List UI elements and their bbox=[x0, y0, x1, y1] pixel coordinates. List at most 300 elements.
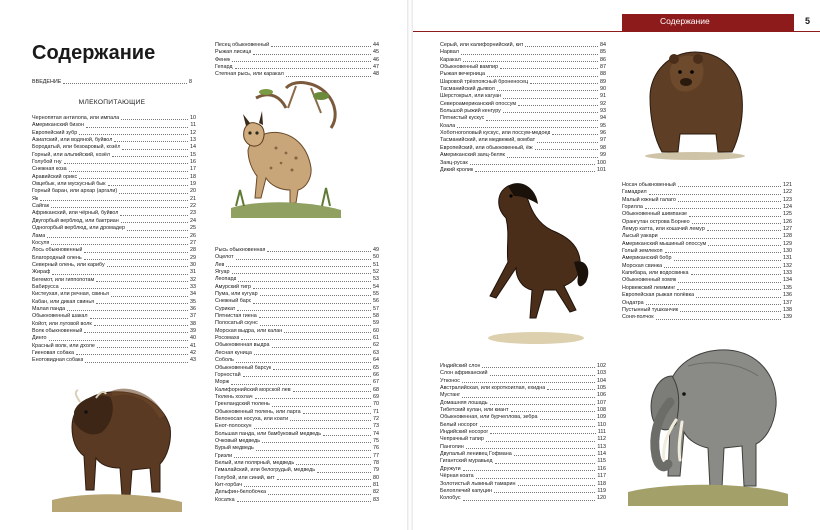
toc-entry[interactable] bbox=[215, 306, 379, 313]
dot-leader bbox=[678, 282, 781, 283]
toc-entry[interactable] bbox=[215, 453, 379, 460]
toc-entry[interactable] bbox=[440, 57, 606, 64]
toc-entry-page: 26 bbox=[190, 232, 196, 239]
toc-entry-page: 115 bbox=[597, 458, 606, 465]
dot-leader bbox=[486, 120, 598, 121]
toc-entry[interactable] bbox=[32, 166, 196, 173]
dot-leader bbox=[114, 141, 188, 142]
toc-entry-page: 28 bbox=[190, 247, 196, 254]
toc-entry[interactable] bbox=[440, 481, 606, 488]
toc-entry-page: 60 bbox=[373, 327, 379, 334]
toc-entry-page: 61 bbox=[373, 335, 379, 342]
toc-entry[interactable] bbox=[32, 159, 196, 166]
toc-entry-title: Австралийская, или короткоиглая, ехидна bbox=[440, 385, 546, 392]
toc-entry-title: Оцелот bbox=[215, 254, 234, 261]
dot-leader bbox=[514, 455, 596, 456]
toc-entry-intro[interactable] bbox=[32, 79, 192, 86]
toc-entry-title: Гренландский тюлень bbox=[215, 401, 270, 408]
toc-entry-page: 111 bbox=[597, 429, 606, 436]
toc-entry-page: 12 bbox=[190, 129, 196, 136]
toc-entry[interactable] bbox=[215, 57, 379, 64]
toc-entry-page: 16 bbox=[190, 159, 196, 166]
toc-entry-title: Енот-полоскун bbox=[215, 423, 252, 430]
toc-entry-title: Горилла bbox=[622, 204, 643, 211]
toc-entry-page: 113 bbox=[597, 443, 606, 450]
toc-entry-title: Шаровой трёхпоясный броненосец bbox=[440, 78, 529, 85]
toc-entry-page: 96 bbox=[600, 130, 606, 137]
toc-entry[interactable] bbox=[32, 321, 196, 328]
toc-entry-page: 79 bbox=[373, 467, 379, 474]
dot-leader bbox=[286, 76, 371, 77]
toc-entry[interactable] bbox=[622, 233, 792, 240]
dot-leader bbox=[121, 222, 188, 223]
dot-leader bbox=[490, 433, 596, 434]
toc-entry[interactable] bbox=[440, 101, 606, 108]
toc-entry[interactable] bbox=[440, 71, 606, 78]
toc-entry-title: Морж bbox=[215, 379, 230, 386]
toc-entry-page: 38 bbox=[190, 320, 196, 327]
dot-leader bbox=[94, 325, 188, 326]
dot-leader bbox=[85, 362, 188, 363]
toc-column-3-bottom bbox=[440, 363, 606, 503]
toc-entry[interactable] bbox=[440, 93, 606, 100]
toc-entry[interactable] bbox=[440, 363, 606, 370]
toc-entry[interactable] bbox=[215, 357, 379, 364]
toc-entry[interactable] bbox=[215, 372, 379, 379]
toc-entry[interactable] bbox=[32, 144, 196, 151]
toc-entry-title: Ягуар bbox=[215, 269, 230, 276]
dot-leader bbox=[552, 134, 598, 135]
toc-entry[interactable] bbox=[215, 335, 379, 342]
toc-entry-title: Серый, или калифорнийский, кит bbox=[440, 42, 524, 48]
toc-entry-page: 76 bbox=[373, 445, 379, 452]
toc-entry-page: 124 bbox=[783, 204, 792, 211]
toc-entry-title: Бабирусса bbox=[32, 283, 59, 290]
toc-entry[interactable] bbox=[32, 335, 196, 342]
toc-entry-title: Утконос bbox=[440, 377, 460, 384]
toc-entry-title: Очковый медведь bbox=[215, 437, 261, 444]
dot-leader bbox=[497, 90, 598, 91]
toc-entry[interactable] bbox=[622, 255, 792, 262]
toc-entry-title: Одногорбый верблюд, или дромадер bbox=[32, 225, 126, 232]
toc-entry[interactable] bbox=[32, 299, 196, 306]
toc-entry[interactable] bbox=[622, 270, 792, 277]
toc-entry[interactable] bbox=[215, 475, 379, 482]
toc-entry-page: 101 bbox=[597, 166, 606, 173]
dot-leader bbox=[480, 426, 596, 427]
toc-entry-title: Шерстокрыл, или кагуан bbox=[440, 93, 502, 100]
toc-entry[interactable] bbox=[622, 285, 792, 292]
toc-entry-title: Соболь bbox=[215, 357, 234, 364]
dot-leader bbox=[236, 362, 371, 363]
toc-entry[interactable] bbox=[622, 292, 792, 299]
dot-leader bbox=[540, 419, 595, 420]
toc-entry[interactable] bbox=[215, 423, 379, 430]
dot-leader bbox=[674, 260, 781, 261]
toc-entry[interactable] bbox=[32, 262, 196, 269]
toc-entry-page: 24 bbox=[190, 217, 196, 224]
dot-leader bbox=[284, 332, 371, 333]
toc-entry-title: Тасманийский, или медвежий, вомбат bbox=[440, 137, 536, 144]
toc-entry-page: 48 bbox=[373, 71, 379, 78]
toc-entry-title: Тюлень хохлач bbox=[215, 393, 253, 400]
toc-entry[interactable] bbox=[215, 276, 379, 283]
toc-entry-title: Североамериканский опоссум bbox=[440, 100, 517, 107]
toc-entry-page: 131 bbox=[783, 255, 792, 262]
dot-leader bbox=[79, 134, 188, 135]
toc-entry[interactable] bbox=[440, 49, 606, 56]
toc-entry[interactable] bbox=[215, 409, 379, 416]
dot-leader bbox=[112, 156, 188, 157]
dot-leader bbox=[303, 413, 371, 414]
dot-leader bbox=[232, 61, 371, 62]
toc-entry[interactable] bbox=[215, 254, 379, 261]
toc-entry-page: 35 bbox=[190, 298, 196, 305]
toc-entry[interactable] bbox=[215, 298, 379, 305]
dot-leader bbox=[90, 318, 188, 319]
toc-entry-page: 75 bbox=[373, 437, 379, 444]
toc-entry[interactable] bbox=[32, 328, 196, 335]
toc-entry-title: Двугорбый верблюд, или бактриан bbox=[32, 217, 119, 224]
toc-entry[interactable] bbox=[440, 422, 606, 429]
dot-leader bbox=[689, 216, 781, 217]
toc-entry-title: Дельфин-белобочка bbox=[215, 489, 266, 496]
toc-entry[interactable] bbox=[440, 130, 606, 137]
toc-entry[interactable] bbox=[32, 122, 196, 129]
toc-entry-title: Амурский тигр bbox=[215, 283, 252, 290]
toc-entry[interactable] bbox=[440, 414, 606, 421]
toc-entry[interactable] bbox=[215, 313, 379, 320]
toc-entry-title: Норвежский лемминг bbox=[622, 284, 676, 291]
dot-leader bbox=[463, 470, 596, 471]
toc-entry[interactable] bbox=[215, 49, 379, 56]
toc-entry[interactable] bbox=[440, 145, 606, 152]
toc-entry[interactable] bbox=[440, 451, 606, 458]
toc-entry-page: 84 bbox=[600, 42, 606, 48]
dot-leader bbox=[111, 296, 188, 297]
dot-leader bbox=[272, 406, 371, 407]
dot-leader bbox=[535, 149, 598, 150]
dot-leader bbox=[680, 311, 781, 312]
toc-entry[interactable] bbox=[32, 233, 196, 240]
dot-leader bbox=[462, 382, 595, 383]
toc-entry-title: Кит-горбач bbox=[215, 482, 242, 488]
toc-entry[interactable] bbox=[215, 365, 379, 372]
toc-entry[interactable] bbox=[622, 307, 792, 314]
toc-entry[interactable] bbox=[32, 357, 196, 364]
dot-leader bbox=[463, 61, 598, 62]
toc-entry-title: Кабан, или дикая свинья bbox=[32, 298, 95, 305]
dot-leader bbox=[237, 310, 371, 311]
toc-entry[interactable] bbox=[32, 115, 196, 122]
toc-entry[interactable] bbox=[622, 241, 792, 248]
dot-leader bbox=[490, 375, 595, 376]
toc-entry[interactable] bbox=[440, 458, 606, 465]
dot-leader bbox=[649, 194, 781, 195]
toc-entry-page: 122 bbox=[783, 189, 792, 196]
dot-leader bbox=[52, 274, 188, 275]
dot-leader bbox=[232, 273, 372, 274]
toc-entry[interactable] bbox=[32, 181, 196, 188]
toc-entry[interactable] bbox=[32, 225, 196, 232]
toc-entry[interactable] bbox=[215, 379, 379, 386]
toc-entry[interactable] bbox=[440, 86, 606, 93]
toc-entry[interactable] bbox=[440, 167, 606, 174]
toc-entry-page: 17 bbox=[190, 166, 196, 173]
toc-entry[interactable] bbox=[440, 495, 606, 502]
toc-entry[interactable] bbox=[32, 210, 196, 217]
toc-entry-page: 86 bbox=[600, 56, 606, 63]
toc-entry-page: 118 bbox=[597, 480, 606, 487]
toc-entry[interactable] bbox=[440, 370, 606, 377]
toc-entry-title: Гризли bbox=[215, 452, 233, 459]
toc-entry-title: Бородатый, или безоаровый, козёл bbox=[32, 144, 121, 151]
dot-leader bbox=[63, 83, 187, 84]
toc-entry[interactable] bbox=[32, 291, 196, 298]
toc-entry[interactable] bbox=[622, 182, 792, 189]
toc-entry[interactable] bbox=[32, 196, 196, 203]
toc-entry[interactable] bbox=[622, 219, 792, 226]
toc-entry[interactable] bbox=[32, 218, 196, 225]
toc-entry[interactable] bbox=[215, 269, 379, 276]
toc-entry[interactable] bbox=[440, 64, 606, 71]
toc-entry[interactable] bbox=[440, 407, 606, 414]
toc-entry[interactable] bbox=[215, 482, 379, 489]
toc-entry-page: 88 bbox=[600, 71, 606, 78]
toc-entry-page: 109 bbox=[597, 414, 606, 421]
toc-entry[interactable] bbox=[622, 277, 792, 284]
toc-entry-page: 74 bbox=[373, 430, 379, 437]
toc-entry[interactable] bbox=[622, 300, 792, 307]
toc-entry[interactable] bbox=[32, 174, 196, 181]
toc-entry-title: Двупалый ленивец Гофмана bbox=[440, 451, 512, 458]
toc-entry[interactable] bbox=[32, 152, 196, 159]
toc-entry-title: Пятнистый кускус bbox=[440, 115, 485, 122]
toc-entry[interactable] bbox=[215, 445, 379, 452]
toc-entry-page: 36 bbox=[190, 305, 196, 312]
toc-entry-page: 105 bbox=[597, 385, 606, 392]
dot-leader bbox=[234, 457, 371, 458]
toc-entry[interactable] bbox=[215, 342, 379, 349]
toc-entry-page: 54 bbox=[373, 283, 379, 290]
toc-entry[interactable] bbox=[622, 211, 792, 218]
toc-entry-page: 50 bbox=[373, 254, 379, 261]
toc-entry[interactable] bbox=[622, 204, 792, 211]
toc-entry[interactable] bbox=[215, 291, 379, 298]
toc-entry[interactable] bbox=[215, 431, 379, 438]
toc-entry[interactable] bbox=[32, 255, 196, 262]
toc-entry-title: Нарвал bbox=[440, 49, 459, 56]
toc-entry-title: Голый землекоп bbox=[622, 248, 663, 255]
toc-entry[interactable] bbox=[32, 203, 196, 210]
toc-entry-title: Хоботноголовый кускус, или поссум-медоед bbox=[440, 130, 551, 137]
toc-entry[interactable] bbox=[215, 284, 379, 291]
toc-entry[interactable] bbox=[440, 115, 606, 122]
dot-leader bbox=[231, 384, 371, 385]
dot-leader bbox=[476, 478, 596, 479]
toc-entry[interactable] bbox=[215, 350, 379, 357]
page-gutter bbox=[407, 0, 413, 530]
toc-entry-page: 123 bbox=[783, 196, 792, 203]
toc-entry[interactable] bbox=[215, 320, 379, 327]
toc-entry-page: 39 bbox=[190, 327, 196, 334]
dot-leader bbox=[235, 68, 372, 69]
toc-entry[interactable] bbox=[440, 429, 606, 436]
toc-entry[interactable] bbox=[32, 350, 196, 357]
toc-entry[interactable] bbox=[215, 401, 379, 408]
toc-entry-title: Лысый уакари bbox=[622, 233, 658, 240]
toc-entry[interactable] bbox=[440, 400, 606, 407]
dot-leader bbox=[260, 295, 371, 296]
toc-entry-page: 11 bbox=[190, 122, 196, 129]
toc-entry[interactable] bbox=[215, 64, 379, 71]
toc-entry[interactable] bbox=[215, 394, 379, 401]
dot-leader bbox=[494, 492, 595, 493]
toc-entry[interactable] bbox=[622, 189, 792, 196]
toc-column-4 bbox=[622, 182, 792, 322]
toc-entry-page: 73 bbox=[373, 423, 379, 430]
toc-entry-page: 58 bbox=[373, 313, 379, 320]
dot-leader bbox=[51, 207, 188, 208]
toc-entry-title: Лесная куница bbox=[215, 349, 252, 356]
toc-entry[interactable] bbox=[440, 137, 606, 144]
toc-entry-title: Горностай bbox=[215, 371, 241, 378]
toc-entry-page: 98 bbox=[600, 144, 606, 151]
toc-entry[interactable] bbox=[215, 460, 379, 467]
toc-entry[interactable] bbox=[440, 444, 606, 451]
toc-entry[interactable] bbox=[440, 385, 606, 392]
toc-entry[interactable] bbox=[215, 328, 379, 335]
dot-leader bbox=[707, 230, 781, 231]
toc-entry-title: Пустынный тушканчик bbox=[622, 306, 679, 313]
toc-entry-page: 83 bbox=[373, 496, 379, 503]
toc-entry-page: 95 bbox=[600, 122, 606, 129]
dot-leader bbox=[253, 288, 371, 289]
toc-entry-title: Пума, или кугуар bbox=[215, 291, 258, 298]
dot-leader bbox=[260, 325, 371, 326]
toc-entry[interactable] bbox=[32, 188, 196, 195]
section-heading: МЛЕКОПИТАЮЩИЕ bbox=[78, 99, 146, 106]
toc-entry[interactable] bbox=[622, 248, 792, 255]
toc-entry[interactable] bbox=[622, 197, 792, 204]
toc-entry-page: 137 bbox=[783, 299, 792, 306]
dot-leader bbox=[692, 223, 781, 224]
toc-entry[interactable] bbox=[440, 392, 606, 399]
toc-entry-page: 91 bbox=[600, 93, 606, 100]
toc-column-2-top bbox=[215, 42, 379, 79]
toc-entry[interactable] bbox=[32, 240, 196, 247]
dot-leader bbox=[254, 354, 371, 355]
dot-leader bbox=[64, 163, 188, 164]
toc-entry-page: 18 bbox=[190, 173, 196, 180]
toc-entry[interactable] bbox=[32, 277, 196, 284]
dot-leader bbox=[40, 200, 188, 201]
toc-entry[interactable] bbox=[622, 263, 792, 270]
toc-entry[interactable] bbox=[32, 137, 196, 144]
dot-leader bbox=[241, 339, 371, 340]
toc-entry-page: 47 bbox=[373, 64, 379, 71]
toc-entry[interactable] bbox=[440, 123, 606, 130]
toc-entry[interactable] bbox=[215, 438, 379, 445]
toc-entry-title: Малая панда bbox=[32, 305, 66, 312]
toc-entry-page: 41 bbox=[190, 342, 196, 349]
toc-entry[interactable] bbox=[215, 247, 379, 254]
toc-entry[interactable] bbox=[215, 416, 379, 423]
toc-entry-page: 126 bbox=[783, 218, 792, 225]
toc-entry-page: 46 bbox=[373, 56, 379, 63]
toc-entry[interactable] bbox=[215, 387, 379, 394]
toc-entry[interactable] bbox=[622, 314, 792, 321]
toc-entry-page: 68 bbox=[373, 386, 379, 393]
toc-entry[interactable] bbox=[440, 378, 606, 385]
toc-entry-title: Калифорнийский морской лев bbox=[215, 386, 291, 393]
toc-entry[interactable] bbox=[622, 226, 792, 233]
toc-entry[interactable] bbox=[32, 130, 196, 137]
toc-entry[interactable] bbox=[440, 152, 606, 159]
toc-entry[interactable] bbox=[215, 42, 379, 49]
toc-entry-title: Слон африканский bbox=[440, 370, 488, 377]
toc-entry[interactable] bbox=[215, 497, 379, 504]
toc-entry-page: 102 bbox=[597, 363, 606, 369]
toc-entry[interactable] bbox=[440, 79, 606, 86]
toc-entry-title: Панголин bbox=[440, 443, 464, 450]
toc-entry-page: 121 bbox=[783, 182, 792, 188]
toc-entry[interactable] bbox=[32, 343, 196, 350]
toc-entry-title: Обыкновенный хомяк bbox=[622, 277, 677, 284]
dot-leader bbox=[495, 463, 596, 464]
dot-leader bbox=[268, 494, 371, 495]
toc-entry-title: Бурый медведь bbox=[215, 445, 254, 452]
toc-entry-page: 117 bbox=[597, 473, 606, 480]
toc-entry[interactable] bbox=[440, 436, 606, 443]
toc-entry-title: Гамадрил bbox=[622, 189, 647, 196]
dot-leader bbox=[271, 46, 371, 47]
toc-entry-title: Американский бизон bbox=[32, 122, 84, 129]
toc-entry[interactable] bbox=[440, 488, 606, 495]
dot-leader bbox=[108, 185, 188, 186]
dot-leader bbox=[503, 98, 598, 99]
toc-entry[interactable] bbox=[440, 466, 606, 473]
toc-entry-page: 14 bbox=[190, 144, 196, 151]
toc-entry[interactable] bbox=[440, 160, 606, 167]
toc-entry[interactable] bbox=[215, 262, 379, 269]
dot-leader bbox=[691, 274, 781, 275]
toc-entry[interactable] bbox=[440, 473, 606, 480]
toc-entry[interactable] bbox=[32, 269, 196, 276]
toc-entry[interactable] bbox=[32, 306, 196, 313]
toc-entry-page: 31 bbox=[190, 269, 196, 276]
toc-entry-page: 10 bbox=[190, 115, 196, 121]
toc-entry-title: Обыкновенная, или бурчеллова, зебра bbox=[440, 414, 538, 421]
dot-leader bbox=[49, 340, 189, 341]
toc-entry-page: 92 bbox=[600, 100, 606, 107]
toc-entry[interactable] bbox=[32, 284, 196, 291]
toc-entry[interactable] bbox=[32, 247, 196, 254]
toc-entry-page: 114 bbox=[597, 451, 606, 458]
toc-entry[interactable] bbox=[32, 313, 196, 320]
toc-entry[interactable] bbox=[215, 467, 379, 474]
toc-entry-title: Рыжая лисица bbox=[215, 49, 252, 56]
toc-entry[interactable] bbox=[440, 108, 606, 115]
toc-entry[interactable] bbox=[440, 42, 606, 49]
toc-entry-title: Гималайский, или белогрудый, медведь bbox=[215, 467, 316, 474]
toc-entry-title: Леопард bbox=[215, 276, 237, 283]
dot-leader bbox=[253, 54, 371, 55]
toc-entry-page: 139 bbox=[783, 314, 792, 321]
toc-entry-title: Обыкновенный шимпанзе bbox=[622, 211, 687, 218]
toc-entry-title: Рыжая вечерница bbox=[440, 71, 485, 78]
toc-entry[interactable] bbox=[215, 489, 379, 496]
